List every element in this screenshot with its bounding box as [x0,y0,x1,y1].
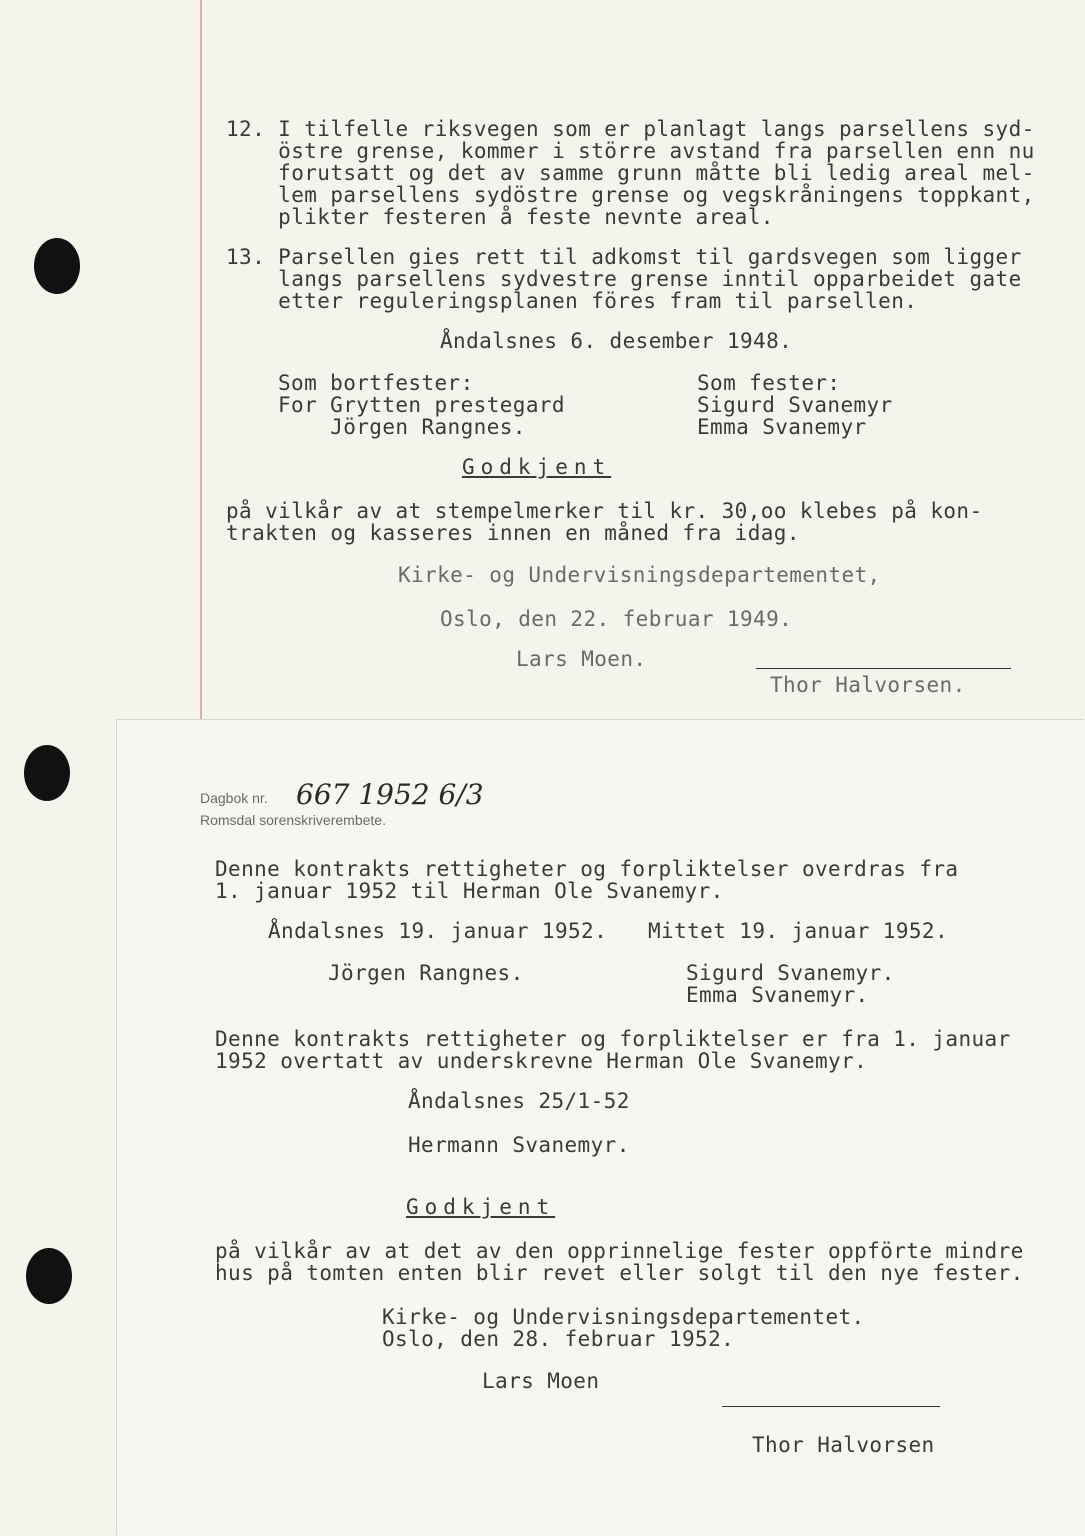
punch-hole [34,238,80,294]
approved-heading-2: Godkjent [406,1195,556,1219]
approved-heading: Godkjent [462,455,612,479]
signer-right: Thor Halvorsen. [770,673,966,697]
condition2-line: på vilkår av at det av den opprinnelige fester oppförte mindre [215,1239,1024,1263]
right-signature-line: Som fester: [697,371,841,395]
item13-line: etter reguleringsplanen föres fram til parsellen. [226,289,918,313]
left-signature-line: For Grytten prestegard [278,393,565,417]
signer-left: Lars Moen. [516,647,647,671]
item12-line: lem parsellens sydöstre grense og vegskråningens toppkant, [226,183,1035,207]
dagbok-handwritten-number: 667 1952 6/3 [296,778,484,811]
department-2: Kirke- og Undervisningsdepartementet. [382,1305,865,1329]
right-signature-line: Sigurd Svanemyr [697,393,893,417]
signer-right-2: Thor Halvorsen [752,1433,935,1457]
transfer-line: 1. januar 1952 til Herman Ole Svanemyr. [215,879,724,903]
left-signature-line: Jörgen Rangnes. [278,415,526,439]
item12-line: forutsatt og det av samme grunn måtte bli ledig areal mel- [226,161,1035,185]
item13-line: langs parsellens sydvestre grense inntil opparbeidet gate [226,267,1022,291]
condition-line: trakten og kasseres innen en måned fra idag. [226,521,800,545]
punch-hole [24,745,70,801]
item12-line: östre grense, kommer i större avstand fra parsellen enn nu [226,139,1035,163]
department-date: Oslo, den 22. februar 1949. [440,607,793,631]
department-date-2: Oslo, den 28. februar 1952. [382,1327,735,1351]
left-signature-line: Som bortfester: [278,371,474,395]
transfer-date-left: Åndalsnes 19. januar 1952. [268,919,608,943]
item13-line: 13. Parsellen gies rett til adkomst til gardsvegen som ligger [226,245,1022,269]
transfer-signer-right: Emma Svanemyr. [686,983,869,1007]
dagbok-stamp: Dagbok nr. [200,790,268,806]
takeover-line: 1952 overtatt av underskrevne Herman Ole Svanemyr. [215,1049,868,1073]
punch-hole [26,1248,72,1304]
takeover-line: Denne kontrakts rettigheter og forpliktelser er fra 1. januar [215,1027,1011,1051]
item12-line: plikter festeren å feste nevnte areal. [226,205,774,229]
transfer-signer-right: Sigurd Svanemyr. [686,961,895,985]
office-stamp: Romsdal sorenskriverembete. [200,812,386,828]
condition2-line: hus på tomten enten blir revet eller solgt til den nye fester. [215,1261,1024,1285]
condition-line: på vilkår av at stempelmerker til kr. 30,oo klebes på kon- [226,499,983,523]
right-signature-line: Emma Svanemyr [697,415,867,439]
takeover-date: Åndalsnes 25/1-52 [408,1089,630,1113]
transfer-date-right: Mittet 19. januar 1952. [648,919,948,943]
transfer-line: Denne kontrakts rettigheter og forpliktelser overdras fra [215,857,959,881]
signer-left-2: Lars Moen [482,1369,600,1393]
transfer-signer-left: Jörgen Rangnes. [328,961,524,985]
place-date: Åndalsnes 6. desember 1948. [440,329,793,353]
signature-line [756,668,1011,669]
attached-slip [117,720,1085,1536]
signature-line-2 [722,1406,940,1407]
takeover-signer: Hermann Svanemyr. [408,1133,630,1157]
department: Kirke- og Undervisningsdepartementet, [398,563,881,587]
item12-line: 12. I tilfelle riksvegen som er planlagt langs parsellens syd- [226,117,1035,141]
